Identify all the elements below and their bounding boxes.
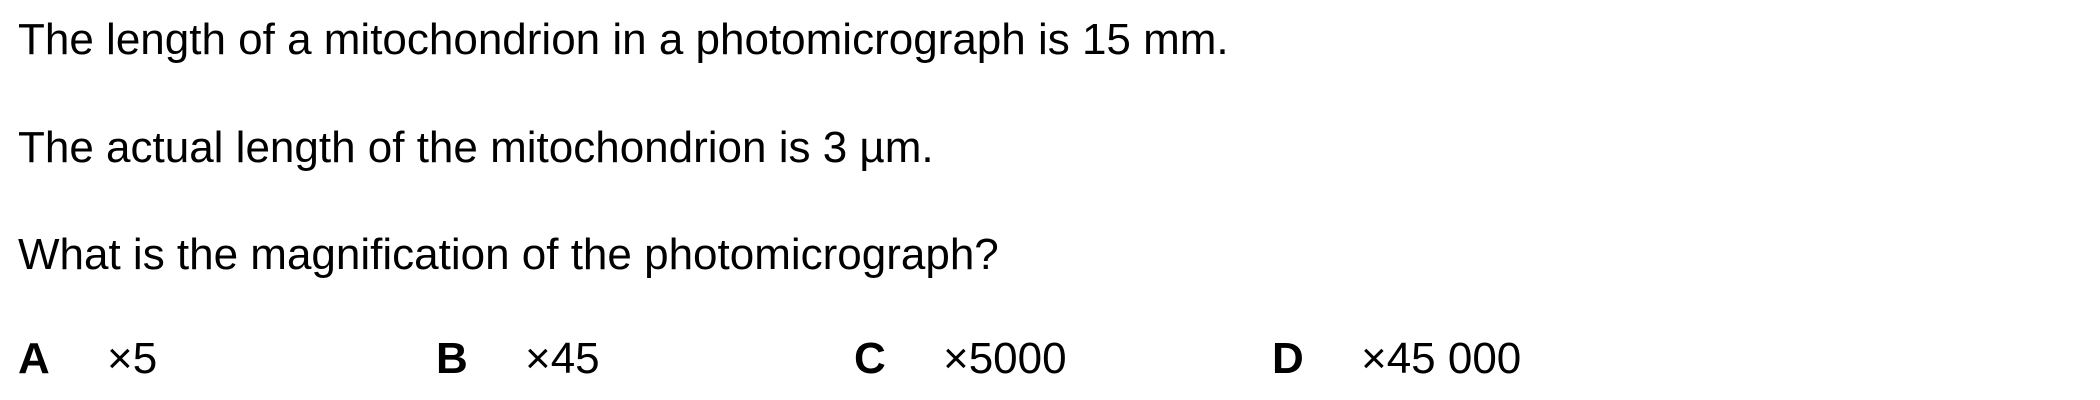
option-value: ×45 — [525, 334, 600, 383]
option-c[interactable] — [854, 333, 1067, 385]
answer-options — [18, 333, 2078, 385]
option-b[interactable] — [436, 333, 600, 385]
option-letter: C — [854, 334, 886, 383]
question-statement-length-photo: The length of a mitochondrion in a photomicrograph is 15 mm. — [18, 15, 1229, 64]
option-value: ×5000 — [943, 334, 1067, 383]
option-d[interactable] — [1272, 333, 1521, 385]
option-a[interactable] — [18, 333, 157, 385]
option-value: ×5 — [107, 334, 158, 383]
option-value: ×45 000 — [1361, 334, 1522, 383]
option-letter: A — [18, 334, 50, 383]
question-statement-actual-length: The actual length of the mitochondrion is 3 µm. — [18, 123, 934, 172]
option-letter: D — [1272, 334, 1304, 383]
option-letter: B — [436, 334, 468, 383]
question-prompt: What is the magnification of the photomicrograph? — [18, 230, 999, 279]
